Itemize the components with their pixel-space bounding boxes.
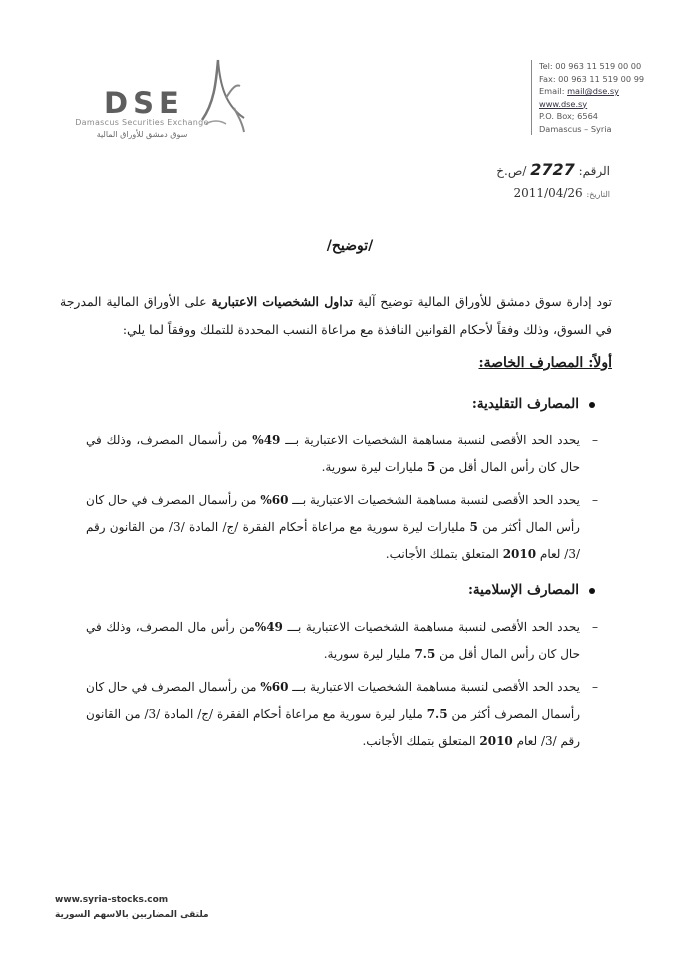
contact-email-row (539, 85, 689, 98)
date-label: التاريخ: (586, 190, 610, 199)
islamic-heading-text: المصارف الإسلامية: (467, 582, 579, 598)
text-segment: مليار ليرة سورية مع مراعاة أحكام الفقرة /ج/ المادة /3/ من القانون رقم /3/ لعام (86, 707, 580, 748)
traditional-heading-text: المصارف التقليدية: (471, 396, 579, 412)
logo-brand: DSE (104, 86, 184, 120)
islamic-banks-heading (468, 582, 595, 598)
dash-icon: – (592, 493, 598, 507)
section-heading-private-banks: أولاً: المصارف الخاصة: (478, 355, 612, 371)
contact-fax: Fax: 00 963 11 519 00 99 (539, 73, 645, 84)
text-segment: من رأسمال المصرف، وذلك في حال كان رأس المال أقل من (86, 433, 580, 474)
percent-value: 49% (254, 620, 283, 634)
text-segment: من رأسمال المصرف في حال كان رأس المال أكثر من (86, 493, 580, 534)
intro-paragraph (60, 288, 612, 344)
traditional-banks-heading (472, 396, 595, 412)
capital-value: 5 (426, 460, 436, 474)
bullet-icon (589, 588, 595, 594)
capital-value: 7.5 (426, 707, 448, 721)
reference-suffix: /ص.خ (496, 164, 527, 178)
text-segment: يحدد الحد الأقصى لنسبة مساهمة الشخصيات الاعتبارية بـــ (288, 680, 580, 694)
logo-arabic-name: سوق دمشق للأوراق المالية (96, 130, 188, 139)
logo-english-name: Damascus Securities Exchange (75, 118, 209, 127)
contact-email-link[interactable]: mail@dse.sy (567, 86, 620, 96)
text-segment: يحدد الحد الأقصى لنسبة مساهمة الشخصيات الاعتبارية بـــ (280, 433, 580, 447)
text-segment: من رأسمال المصرف في حال كان رأسمال المصرف أكثر من (86, 680, 580, 721)
intro-bold: تداول الشخصيات الاعتبارية (211, 294, 353, 309)
logo-tower-icon (196, 58, 256, 138)
text-segment: مليارات ليرة سورية. (321, 460, 427, 474)
year-value: 2010 (502, 547, 537, 561)
islamic-paragraph-1 (86, 614, 598, 668)
contact-tel: Tel: 00 963 11 519 00 00 (539, 61, 642, 71)
text-segment: يحدد الحد الأقصى لنسبة مساهمة الشخصيات الاعتبارية بـــ (288, 493, 580, 507)
percent-value: 60% (260, 680, 289, 694)
contact-website-link[interactable]: www.dse.sy (539, 98, 588, 109)
percent-value: 49% (252, 433, 281, 447)
reference-label: الرقم: (578, 164, 610, 178)
dash-icon: – (592, 433, 598, 447)
capital-value: 7.5 (414, 647, 436, 661)
reference-number (496, 160, 610, 179)
document-title: /توضيح/ (326, 238, 374, 254)
text-segment: مليارات ليرة سورية مع مراعاة أحكام الفقرة /ج/ المادة /3/ من القانون رقم /3/ لعام (86, 520, 580, 561)
date-value: 2011/04/26 (513, 186, 583, 200)
text-segment: يحدد الحد الأقصى لنسبة مساهمة الشخصيات الاعتبارية بـــ (282, 620, 580, 634)
document-date (514, 186, 610, 200)
capital-value: 5 (469, 520, 478, 534)
text-segment: مليار ليرة سورية. (323, 647, 415, 661)
dash-icon: – (592, 680, 598, 694)
year-value: 2010 (479, 734, 513, 748)
contact-city: Damascus – Syria (539, 123, 612, 134)
footer-forum-name: ملتقى المضاربين بالاسهم السورية (55, 910, 209, 920)
islamic-paragraph-2 (86, 674, 598, 755)
reference-value: 2727 (530, 160, 575, 179)
text-segment: من رأس مال المصرف، وذلك في حال كان رأس المال أقل من (86, 620, 580, 661)
contact-email-label: Email: (539, 86, 568, 96)
traditional-paragraph-2 (86, 487, 598, 568)
percent-value: 60% (260, 493, 289, 507)
intro-text-2: على الأوراق المالية المدرجة في السوق، وذلك وفقاً لأحكام القوانين النافذة مع مراعاة النسب المحددة للتملك ووفقاً لما يلي: (60, 294, 612, 337)
text-segment: المتعلق بتملك الأجانب. (362, 734, 480, 748)
footer-site-link[interactable]: www.syria-stocks.com (55, 895, 169, 905)
traditional-paragraph-1 (86, 427, 598, 481)
dash-icon: – (592, 620, 598, 634)
contact-info (531, 60, 689, 135)
contact-pobox: P.O. Box; 6564 (539, 111, 598, 121)
intro-text-1: تود إدارة سوق دمشق للأوراق المالية توضيح آلية (352, 294, 613, 309)
text-segment: المتعلق بتملك الأجانب. (385, 547, 503, 561)
bullet-icon (589, 402, 595, 408)
